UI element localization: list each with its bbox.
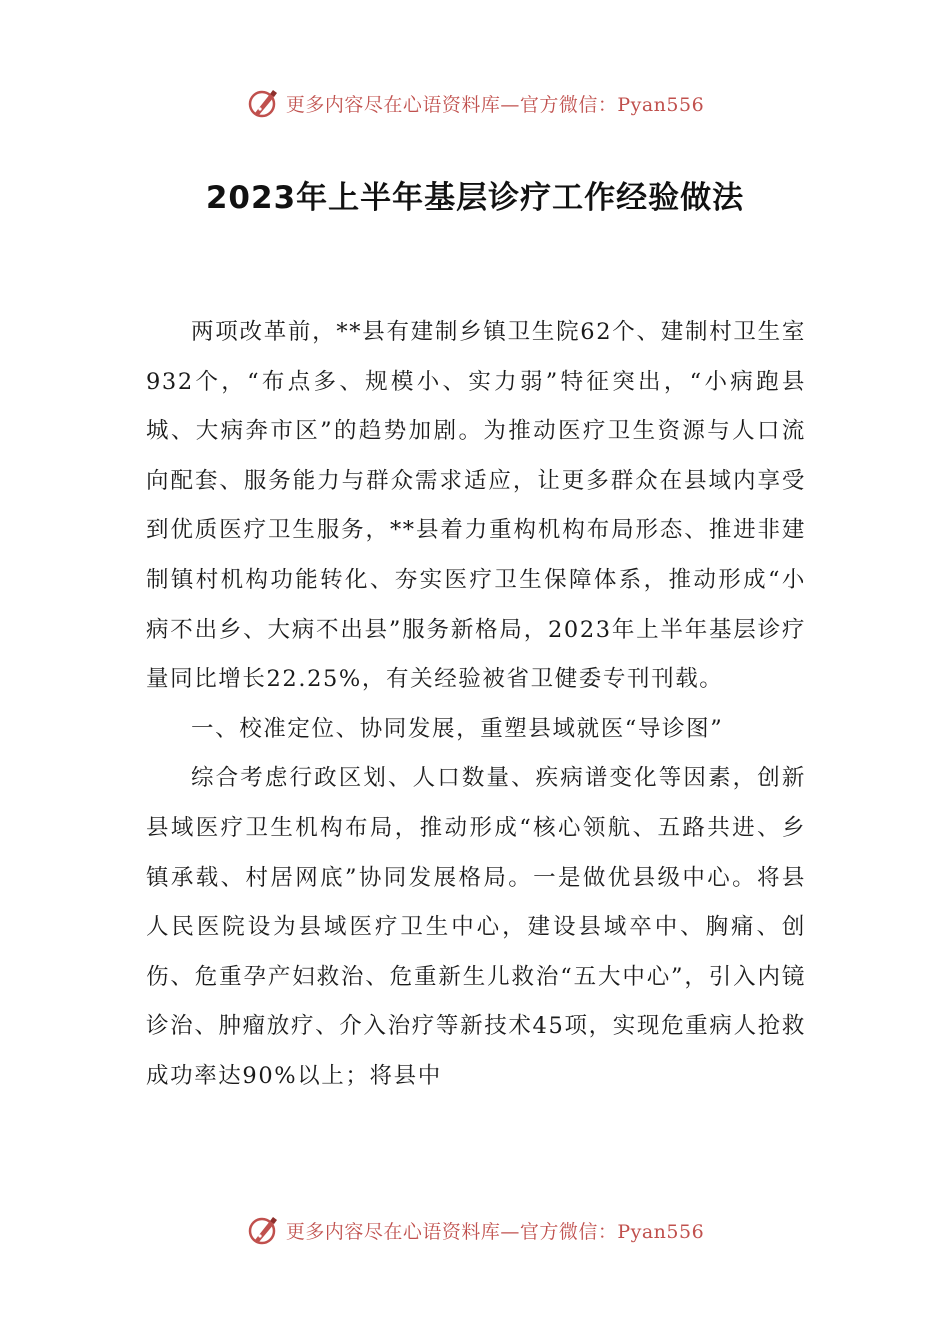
watermark-banner-bottom bbox=[0, 1210, 950, 1250]
pen-nib-circle-icon bbox=[246, 86, 280, 120]
paragraph-intro: 两项改革前，**县有建制乡镇卫生院62个、建制村卫生室932个，“布点多、规模小、实力弱”特征突出，“小病跑县城、大病奔市区”的趋势加剧。为推动医疗卫生资源与人口流向配套、服务能力与群众需求适应，让更多群众在县域内享受到优质医疗卫生服务，**县着力重构机构布局形态、推进非建制镇村机构功能转化、夯实医疗卫生保障体系，推动形成“小病不出乡、大病不出县”服务新格局，2023年上半年基层诊疗量同比增长22.25%，有关经验被省卫健委专刊刊载。 bbox=[146, 319, 806, 693]
section-heading-1: 一、校准定位、协同发展，重塑县域就医“导诊图” bbox=[191, 715, 724, 742]
watermark-text: 更多内容尽在心语资料库—官方微信：Pyan556 bbox=[285, 1220, 705, 1243]
pen-nib-circle-icon bbox=[246, 1213, 280, 1247]
document-body bbox=[146, 308, 806, 1102]
watermark-banner-top bbox=[0, 83, 950, 123]
watermark-text: 更多内容尽在心语资料库—官方微信：Pyan556 bbox=[285, 93, 705, 116]
paragraph-section-1: 综合考虑行政区划、人口数量、疾病谱变化等因素，创新县域医疗卫生机构布局，推动形成“核心领航、五路共进、乡镇承载、村居网底”协同发展格局。一是做优县级中心。将县人民医院设为县域医疗卫生中心，建设县域卒中、胸痛、创伤、危重孕产妇救治、危重新生儿救治“五大中心”，引入内镜诊治、肿瘤放疗、介入治疗等新技术45项，实现危重病人抢救成功率达90%以上；将县中 bbox=[146, 765, 806, 1089]
document-title: 2023年上半年基层诊疗工作经验做法 bbox=[205, 180, 745, 216]
